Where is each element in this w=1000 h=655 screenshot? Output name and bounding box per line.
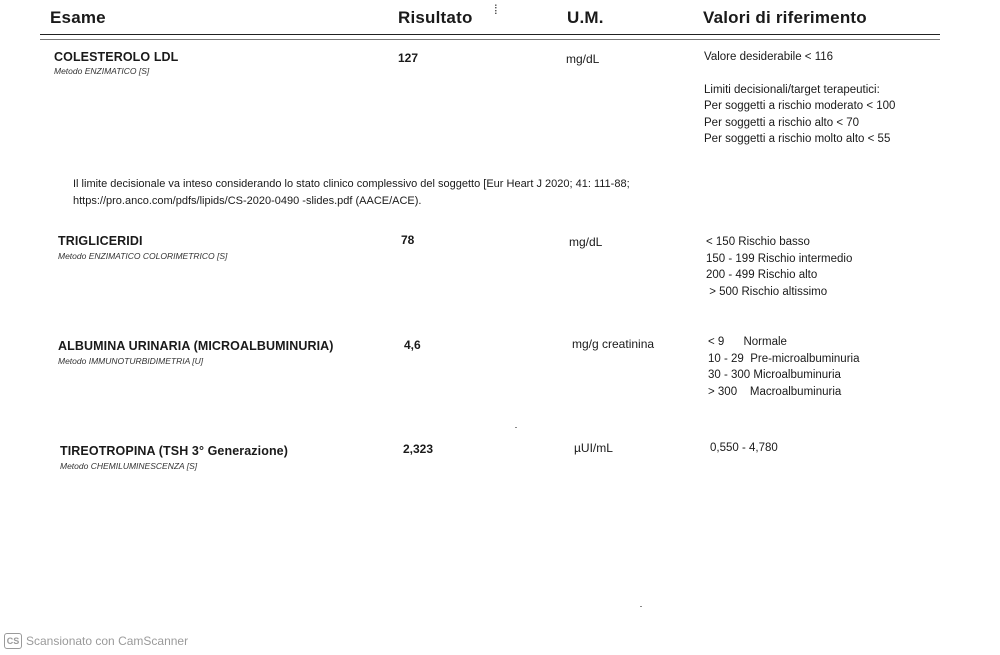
camscanner-logo-icon: CS	[4, 633, 22, 649]
scan-speck	[515, 427, 517, 428]
reference-line: < 9 Normale	[708, 336, 787, 348]
reference-spacer	[704, 66, 895, 82]
header-exam: Esame	[50, 8, 106, 27]
test-name: TIREOTROPINA (TSH 3° Generazione)	[60, 444, 289, 458]
test-result: 4,6	[404, 338, 421, 352]
reference-line: Per soggetti a rischio alto < 70	[704, 116, 860, 129]
test-method: Metodo ENZIMATICO [S]	[54, 66, 150, 76]
test-unit: mg/g creatinina	[572, 337, 655, 351]
test-reference	[706, 234, 852, 300]
header-unit: U.M.	[567, 8, 604, 27]
test-result: 78	[401, 233, 415, 247]
reference-line: < 150 Rischio basso	[706, 236, 810, 248]
reference-line: 30 - 300 Microalbuminuria	[708, 369, 841, 381]
reference-line: 10 - 29 Pre-microalbuminuria	[708, 352, 860, 365]
reference-line: Valore desiderabile < 116	[704, 51, 834, 63]
header-result: Risultato	[398, 8, 473, 27]
test-unit: µUI/mL	[574, 441, 613, 455]
reference-line: 150 - 199 Rischio intermedio	[706, 252, 853, 265]
note-line: Il limite decisionale va inteso considerando lo stato clinico complessivo del soggetto [Eur Heart J 2020; 41: 111-88;	[73, 178, 630, 190]
scan-speck	[640, 606, 642, 607]
test-reference	[710, 440, 778, 457]
test-name: ALBUMINA URINARIA (MICROALBUMINURIA)	[58, 339, 334, 353]
header-reference: Valori di riferimento	[703, 8, 867, 27]
test-method: Metodo ENZIMATICO COLORIMETRICO [S]	[58, 251, 228, 261]
reference-line: > 300 Macroalbuminuria	[708, 385, 842, 398]
scan-artifact-mark: ⁞	[494, 2, 498, 17]
reference-line: 200 - 499 Rischio alto	[706, 269, 818, 281]
header-rule	[40, 34, 940, 35]
watermark-text: Scansionato con CamScanner	[26, 634, 189, 648]
test-unit: mg/dL	[569, 235, 603, 249]
test-result: 127	[398, 51, 419, 65]
test-name: COLESTEROLO LDL	[54, 50, 179, 64]
test-result: 2,323	[403, 442, 434, 456]
reference-line: 0,550 - 4,780	[710, 442, 778, 454]
note-line: https://pro.anco.com/pdfs/lipids/CS-2020-0490 -slides.pdf (AACE/ACE).	[73, 195, 422, 207]
decision-limit-note	[73, 176, 713, 210]
test-reference	[708, 334, 859, 400]
test-name: TRIGLICERIDI	[58, 234, 143, 248]
test-method: Metodo CHEMILUMINESCENZA [S]	[60, 461, 198, 471]
reference-line: > 500 Rischio altissimo	[706, 285, 828, 298]
reference-line: Per soggetti a rischio molto alto < 55	[704, 133, 891, 145]
test-method: Metodo IMMUNOTURBIDIMETRIA [U]	[58, 356, 204, 366]
header-rule-thin	[40, 39, 940, 40]
test-reference	[704, 49, 895, 148]
reference-line: Per soggetti a rischio moderato < 100	[704, 100, 896, 112]
test-unit: mg/dL	[566, 52, 600, 66]
reference-line: Limiti decisionali/target terapeutici:	[704, 83, 880, 96]
camscanner-watermark	[4, 633, 188, 649]
